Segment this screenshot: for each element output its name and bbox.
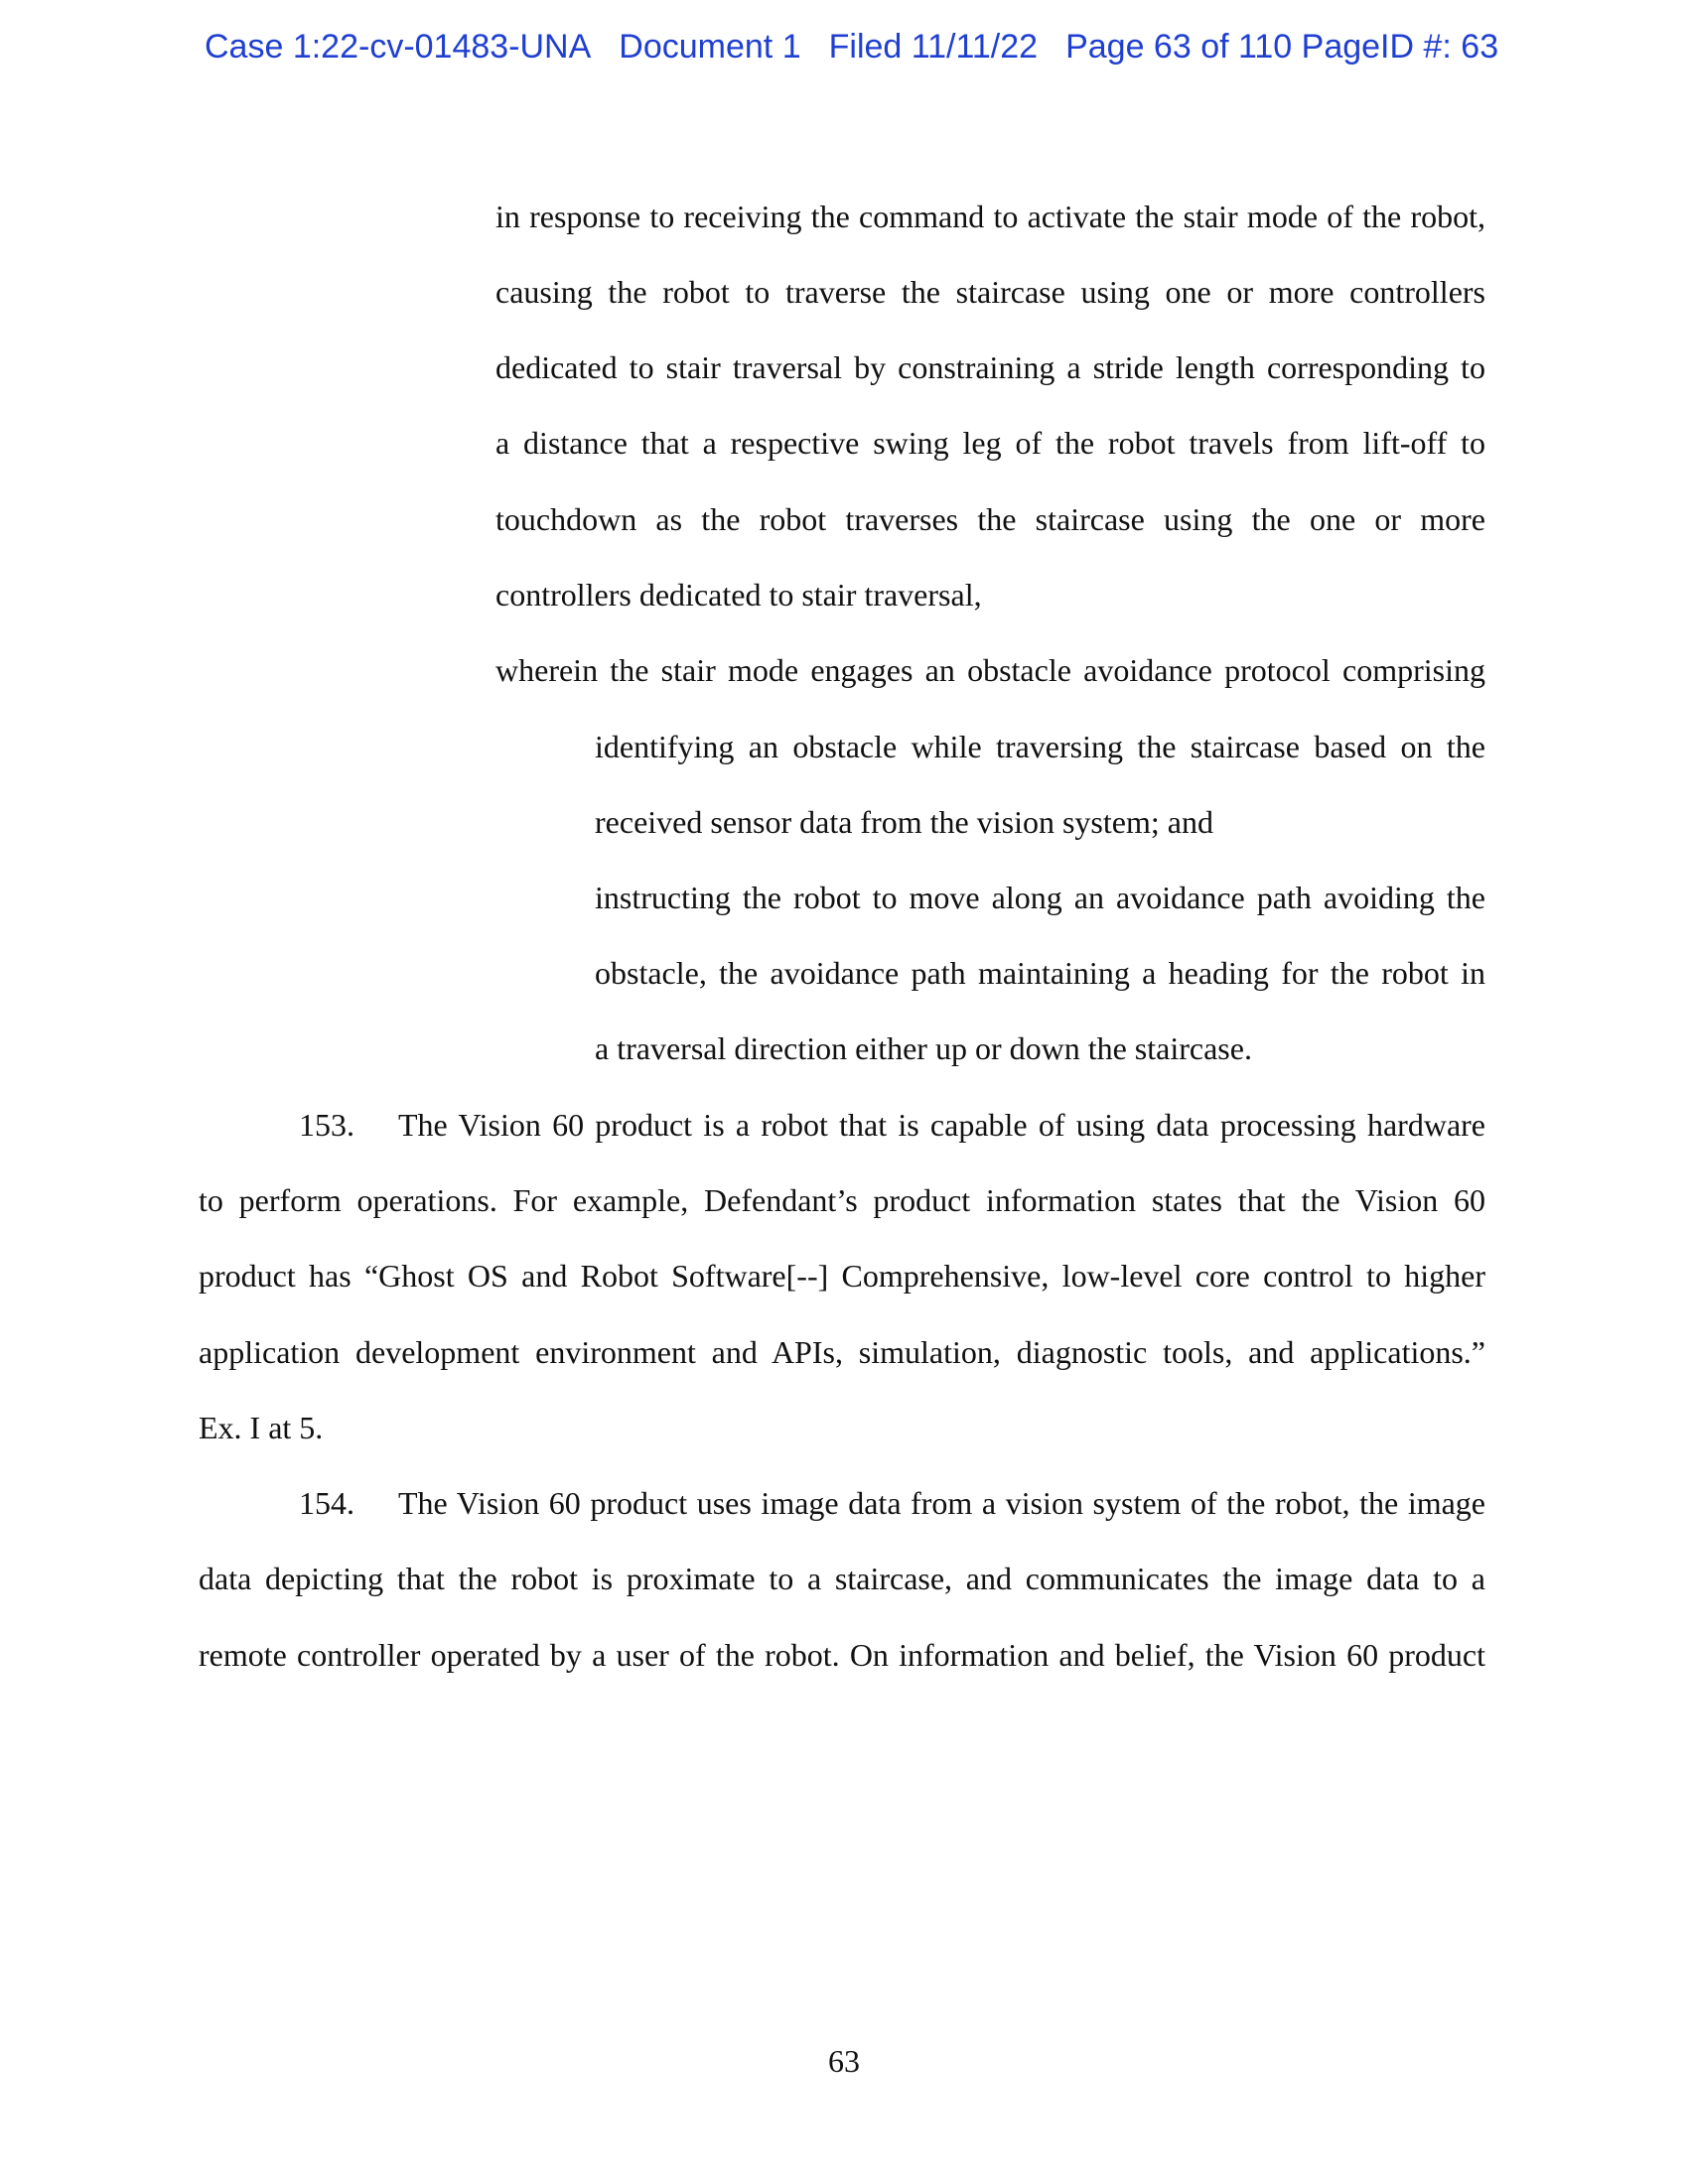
claim-line: a distance that a respective swing leg of the robot travels from lift-off to [495,425,1485,461]
paragraph-line: to perform operations. For example, Defendant’s product information states that the Vision 60 [199,1182,1485,1218]
page-number: 63 [828,2043,860,2079]
case-header [205,28,1526,67]
paragraph-number: 154. [299,1485,354,1521]
claim-subline: received sensor data from the vision system; and [595,804,1213,840]
filed-date: Filed 11/11/22 [828,28,1039,66]
case-number: Case 1:22-cv-01483-UNA [205,28,592,66]
claim-line: in response to receiving the command to activate the stair mode of the robot, [495,199,1485,234]
claim-subline: a traversal direction either up or down the staircase. [595,1030,1252,1066]
document-number: Document 1 [619,28,801,66]
paragraph-number: 153. [299,1107,354,1143]
claim-subline: identifying an obstacle while traversing the staircase based on the [595,729,1485,764]
page-info: Page 63 of 110 PageID #: 63 [1065,28,1499,66]
paragraph-text: The Vision 60 product uses image data from a vision system of the robot, the image [398,1485,1485,1521]
claim-line: controllers dedicated to stair traversal, [495,577,982,613]
paragraph-line: Ex. I at 5. [199,1410,324,1445]
claim-line: dedicated to stair traversal by constraining a stride length corresponding to [495,349,1485,385]
claim-line: wherein the stair mode engages an obstacle avoidance protocol comprising [495,652,1485,688]
paragraph-153-first-line [299,1105,1485,1145]
paragraph-line: application development environment and APIs, simulation, diagnostic tools, and applications.” [199,1334,1485,1370]
claim-subline: instructing the robot to move along an avoidance path avoiding the [595,880,1485,915]
paragraph-154-first-line [299,1483,1485,1523]
claim-line: causing the robot to traverse the staircase using one or more controllers [495,274,1485,310]
paragraph-text: The Vision 60 product is a robot that is capable of using data processing hardware [398,1107,1485,1143]
claim-line: touchdown as the robot traverses the staircase using the one or more [495,501,1485,537]
claim-subline: obstacle, the avoidance path maintaining a heading for the robot in [595,955,1485,991]
paragraph-line: product has “Ghost OS and Robot Software[--] Comprehensive, low-level core control to higher [199,1258,1485,1294]
paragraph-line: remote controller operated by a user of the robot. On information and belief, the Vision 60 product [199,1637,1485,1673]
paragraph-line: data depicting that the robot is proximate to a staircase, and communicates the image data to a [199,1561,1485,1596]
